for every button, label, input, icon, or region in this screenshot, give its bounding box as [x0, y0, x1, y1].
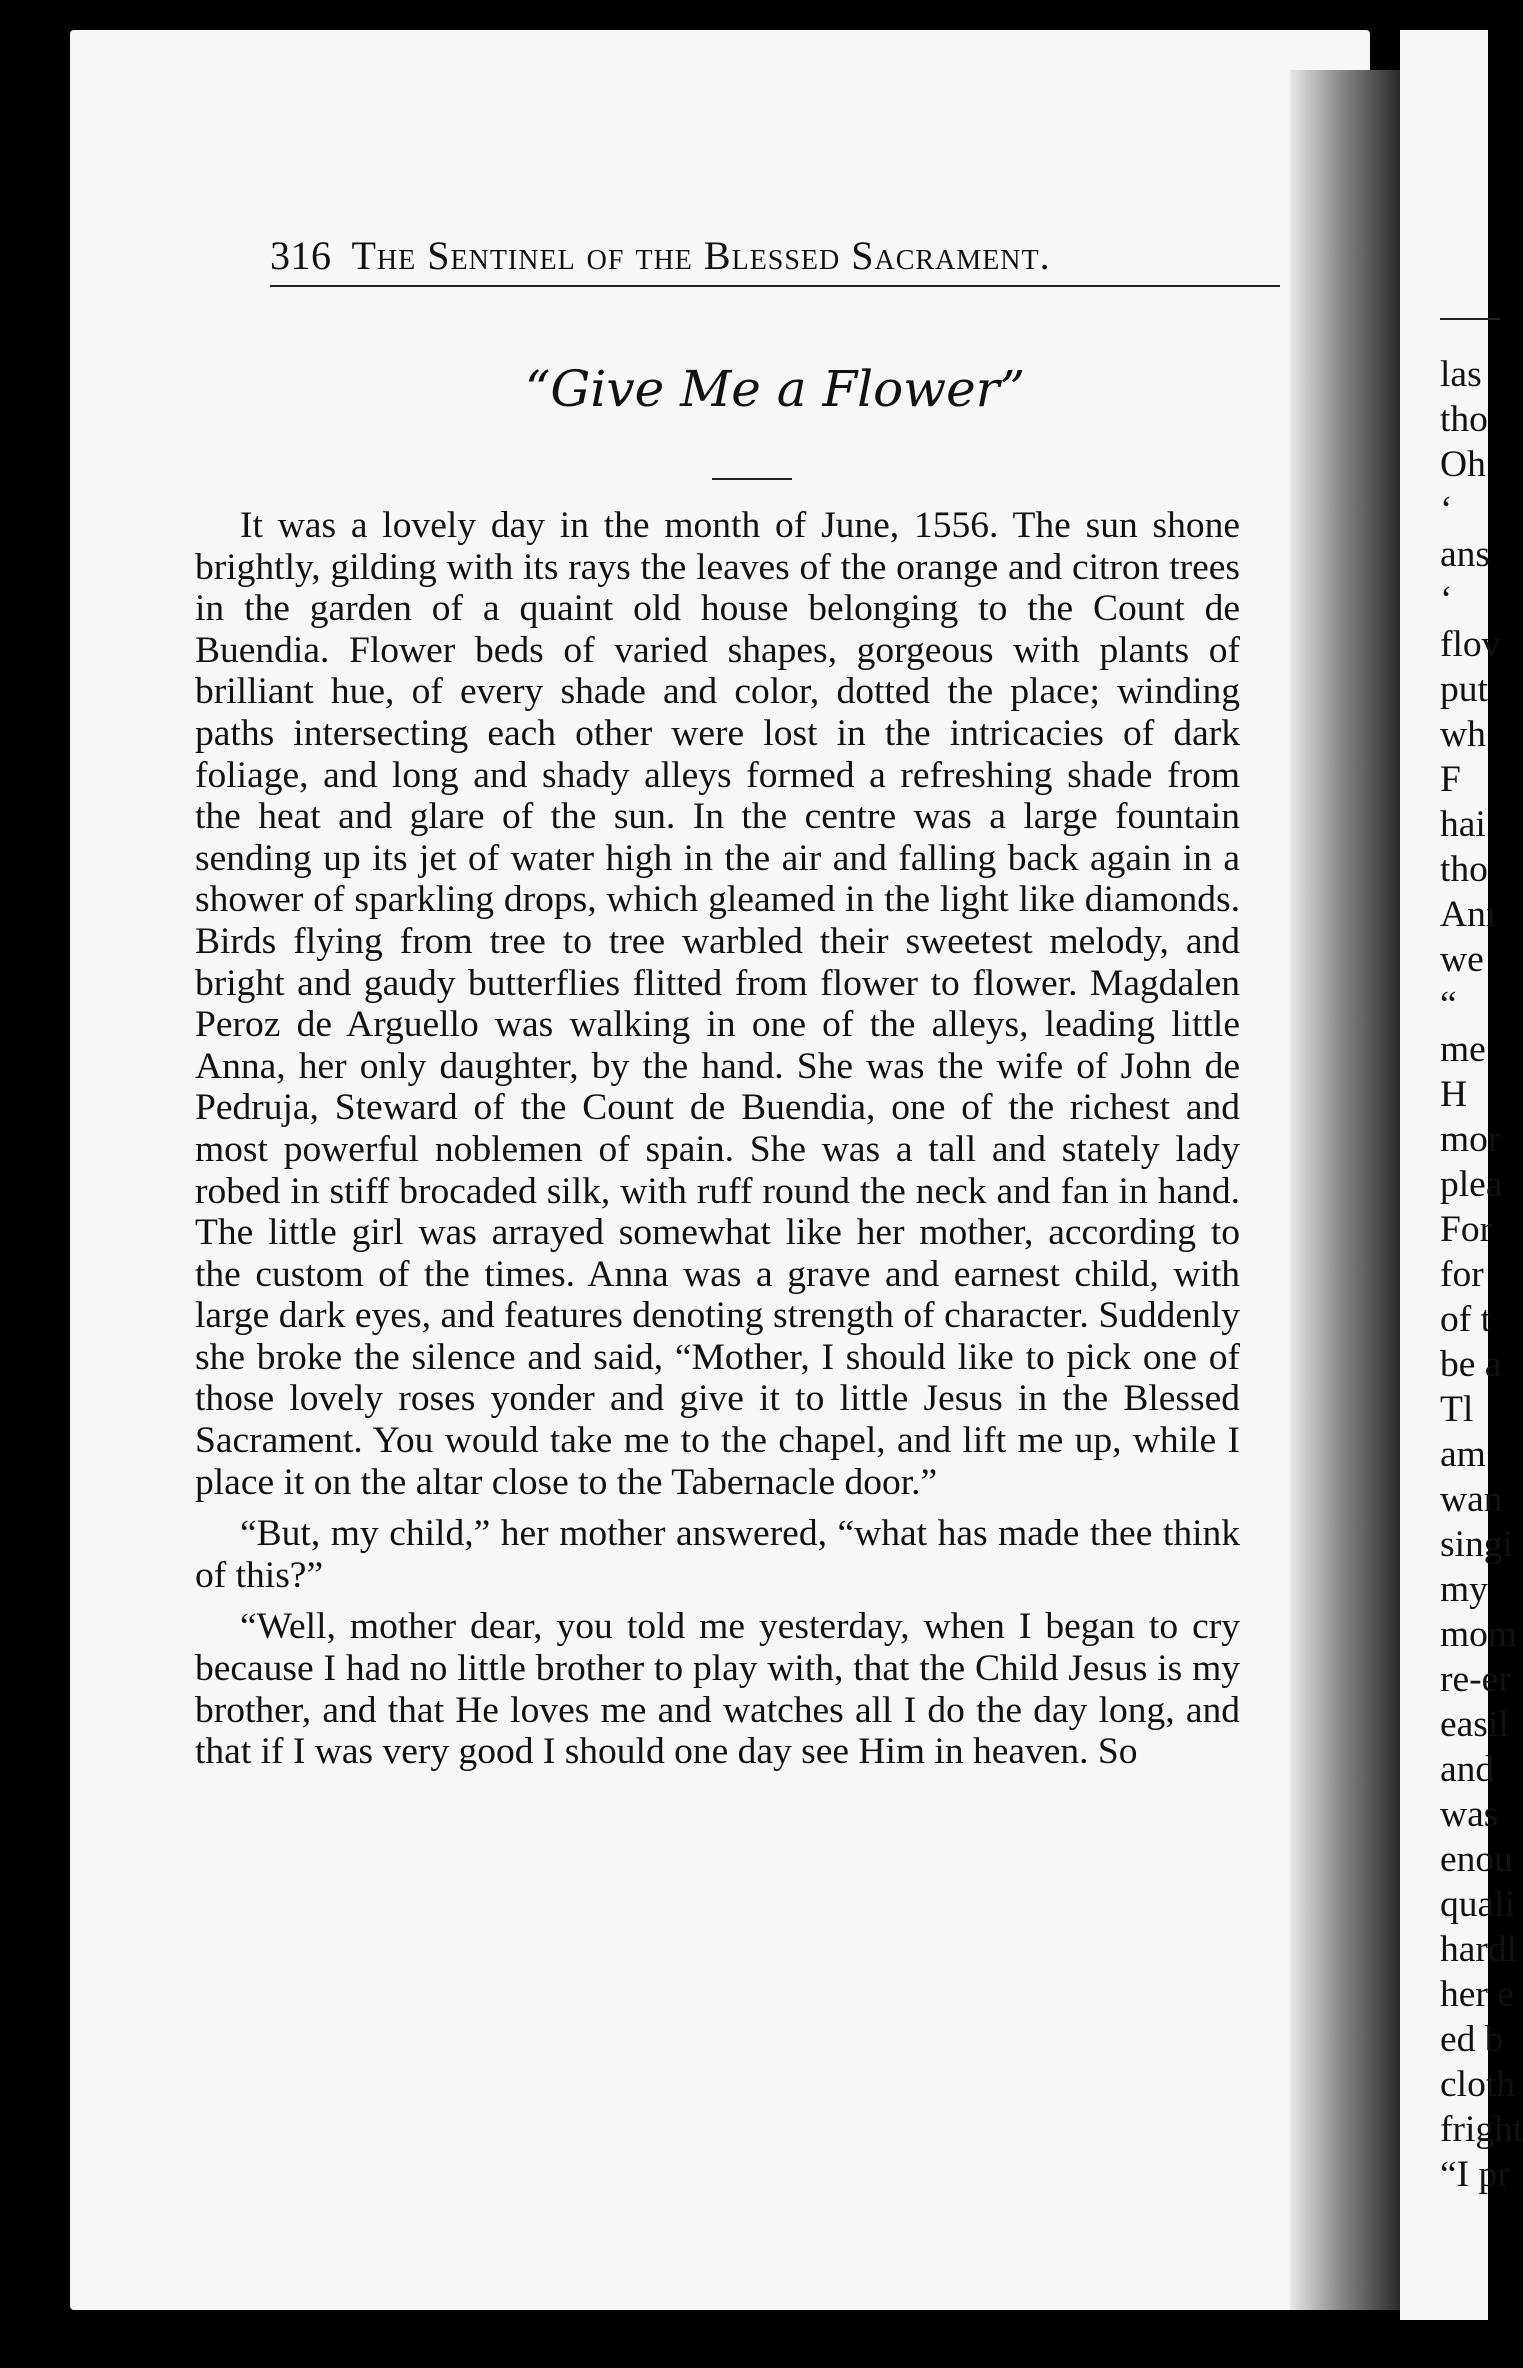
facing-page-rule [1440, 318, 1500, 320]
story-title: “Give Me a Flower” [524, 360, 1026, 418]
facing-page-line: fright [1440, 2109, 1523, 2150]
facing-page-line: hai [1440, 804, 1486, 845]
facing-page-line: quali [1440, 1884, 1515, 1925]
facing-page-line: mom [1440, 1614, 1518, 1655]
facing-page-line: for [1440, 1254, 1484, 1295]
facing-page-line: hardl [1440, 1929, 1518, 1970]
facing-page-line: easil [1440, 1704, 1509, 1745]
title-rule [712, 478, 792, 480]
facing-page-line: we [1440, 939, 1484, 980]
facing-page-line: “I pr [1440, 2154, 1510, 2195]
facing-page [1400, 30, 1523, 2320]
facing-page-line: tho [1440, 399, 1488, 440]
running-head-title: The Sentinel of the Blessed Sacrament. [351, 233, 1051, 278]
facing-page-line: ‘ [1440, 489, 1453, 530]
facing-page-line: re-er [1440, 1659, 1511, 1700]
facing-page-line: wh [1440, 714, 1486, 755]
facing-page-line: singi [1440, 1524, 1513, 1565]
facing-page-line: For [1440, 1209, 1493, 1250]
body-text [195, 505, 1240, 1783]
facing-page-line: flov [1440, 624, 1501, 665]
facing-page-line: my [1440, 1569, 1488, 1610]
facing-page-line: “ [1440, 984, 1457, 1025]
facing-page-line: Oh [1440, 444, 1486, 485]
facing-page-line: plea [1440, 1164, 1503, 1205]
facing-page-line: am [1440, 1434, 1486, 1475]
facing-page-line: ‘ [1440, 579, 1453, 620]
facing-page-line: mor [1440, 1119, 1501, 1160]
facing-page-line: was [1440, 1794, 1499, 1835]
facing-page-line: ans [1440, 534, 1490, 575]
facing-page-line: Tl [1440, 1389, 1474, 1430]
facing-page-line: me [1440, 1029, 1486, 1070]
paragraph: “Well, mother dear, you told me yesterday, when I began to cry because I had no little brother to play with, that the Child Jesus is my brother, and that He loves me and watches all I do the day long, and that if I was very good I should one day see Him in heaven. So [195, 1606, 1240, 1773]
facing-page-line: and [1440, 1749, 1495, 1790]
facing-page-line: Anı [1440, 894, 1497, 935]
book-gutter [1290, 70, 1400, 2310]
facing-page-text [1440, 352, 1523, 2197]
facing-page-line: H [1440, 1074, 1468, 1115]
facing-page-line: cloth [1440, 2064, 1515, 2105]
facing-page-line: enou [1440, 1839, 1513, 1880]
paragraph: It was a lovely day in the month of June, 1556. The sun shone brightly, gilding with its rays the leaves of the orange and citron trees in the garden of a quaint old house belonging to the Count de Buendia. Flower beds of varied shapes, gorgeous with plants of brilliant hue, of every shade and color, dotted the place; winding paths intersecting each other were lost in the intricacies of dark foliage, and long and shady alleys formed a refreshing shade from the heat and glare of the sun. In the centre was a large fountain sending up its jet of water high in the air and falling back again in a shower of sparkling drops, which gleamed in the light like diamonds. Birds flying from tree to tree warbled their sweetest melody, and bright and gaudy butterflies flitted from flower to flower. Magdalen Peroz de Arguello was walking in one of the alleys, leading little Anna, her only daughter, by the hand. She was the wife of John de Pedruja, Steward of the Count de Buendia, one of the richest and most powerful noblemen of spain. She was a tall and stately lady robed in stiff brocaded silk, with ruff round the neck and fan in hand. The little girl was arrayed somewhat like her mother, according to the custom of the times. Anna was a grave and earnest child, with large dark eyes, and features denoting strength of character. Suddenly she broke the silence and said, “Mother, I should like to pick one of those lovely roses yonder and give it to little Jesus in the Blessed Sacrament. You would take me to the chapel, and lift me up, while I place it on the altar close to the Tabernacle door.” [195, 505, 1240, 1503]
facing-page-line: wan [1440, 1479, 1503, 1520]
facing-page-line: ed b [1440, 2019, 1504, 2060]
facing-page-line: be a [1440, 1344, 1502, 1385]
facing-page-line: tho [1440, 849, 1488, 890]
running-head [270, 232, 1280, 287]
facing-page-line: put [1440, 669, 1488, 710]
facing-page-line: of t [1440, 1299, 1492, 1340]
facing-page-line: her e [1440, 1974, 1514, 2015]
page-number: 316 [270, 233, 332, 278]
paragraph: “But, my child,” her mother answered, “what has made thee think of this?” [195, 1513, 1240, 1596]
facing-page-line: las [1440, 354, 1482, 395]
facing-page-line: F [1440, 759, 1461, 800]
